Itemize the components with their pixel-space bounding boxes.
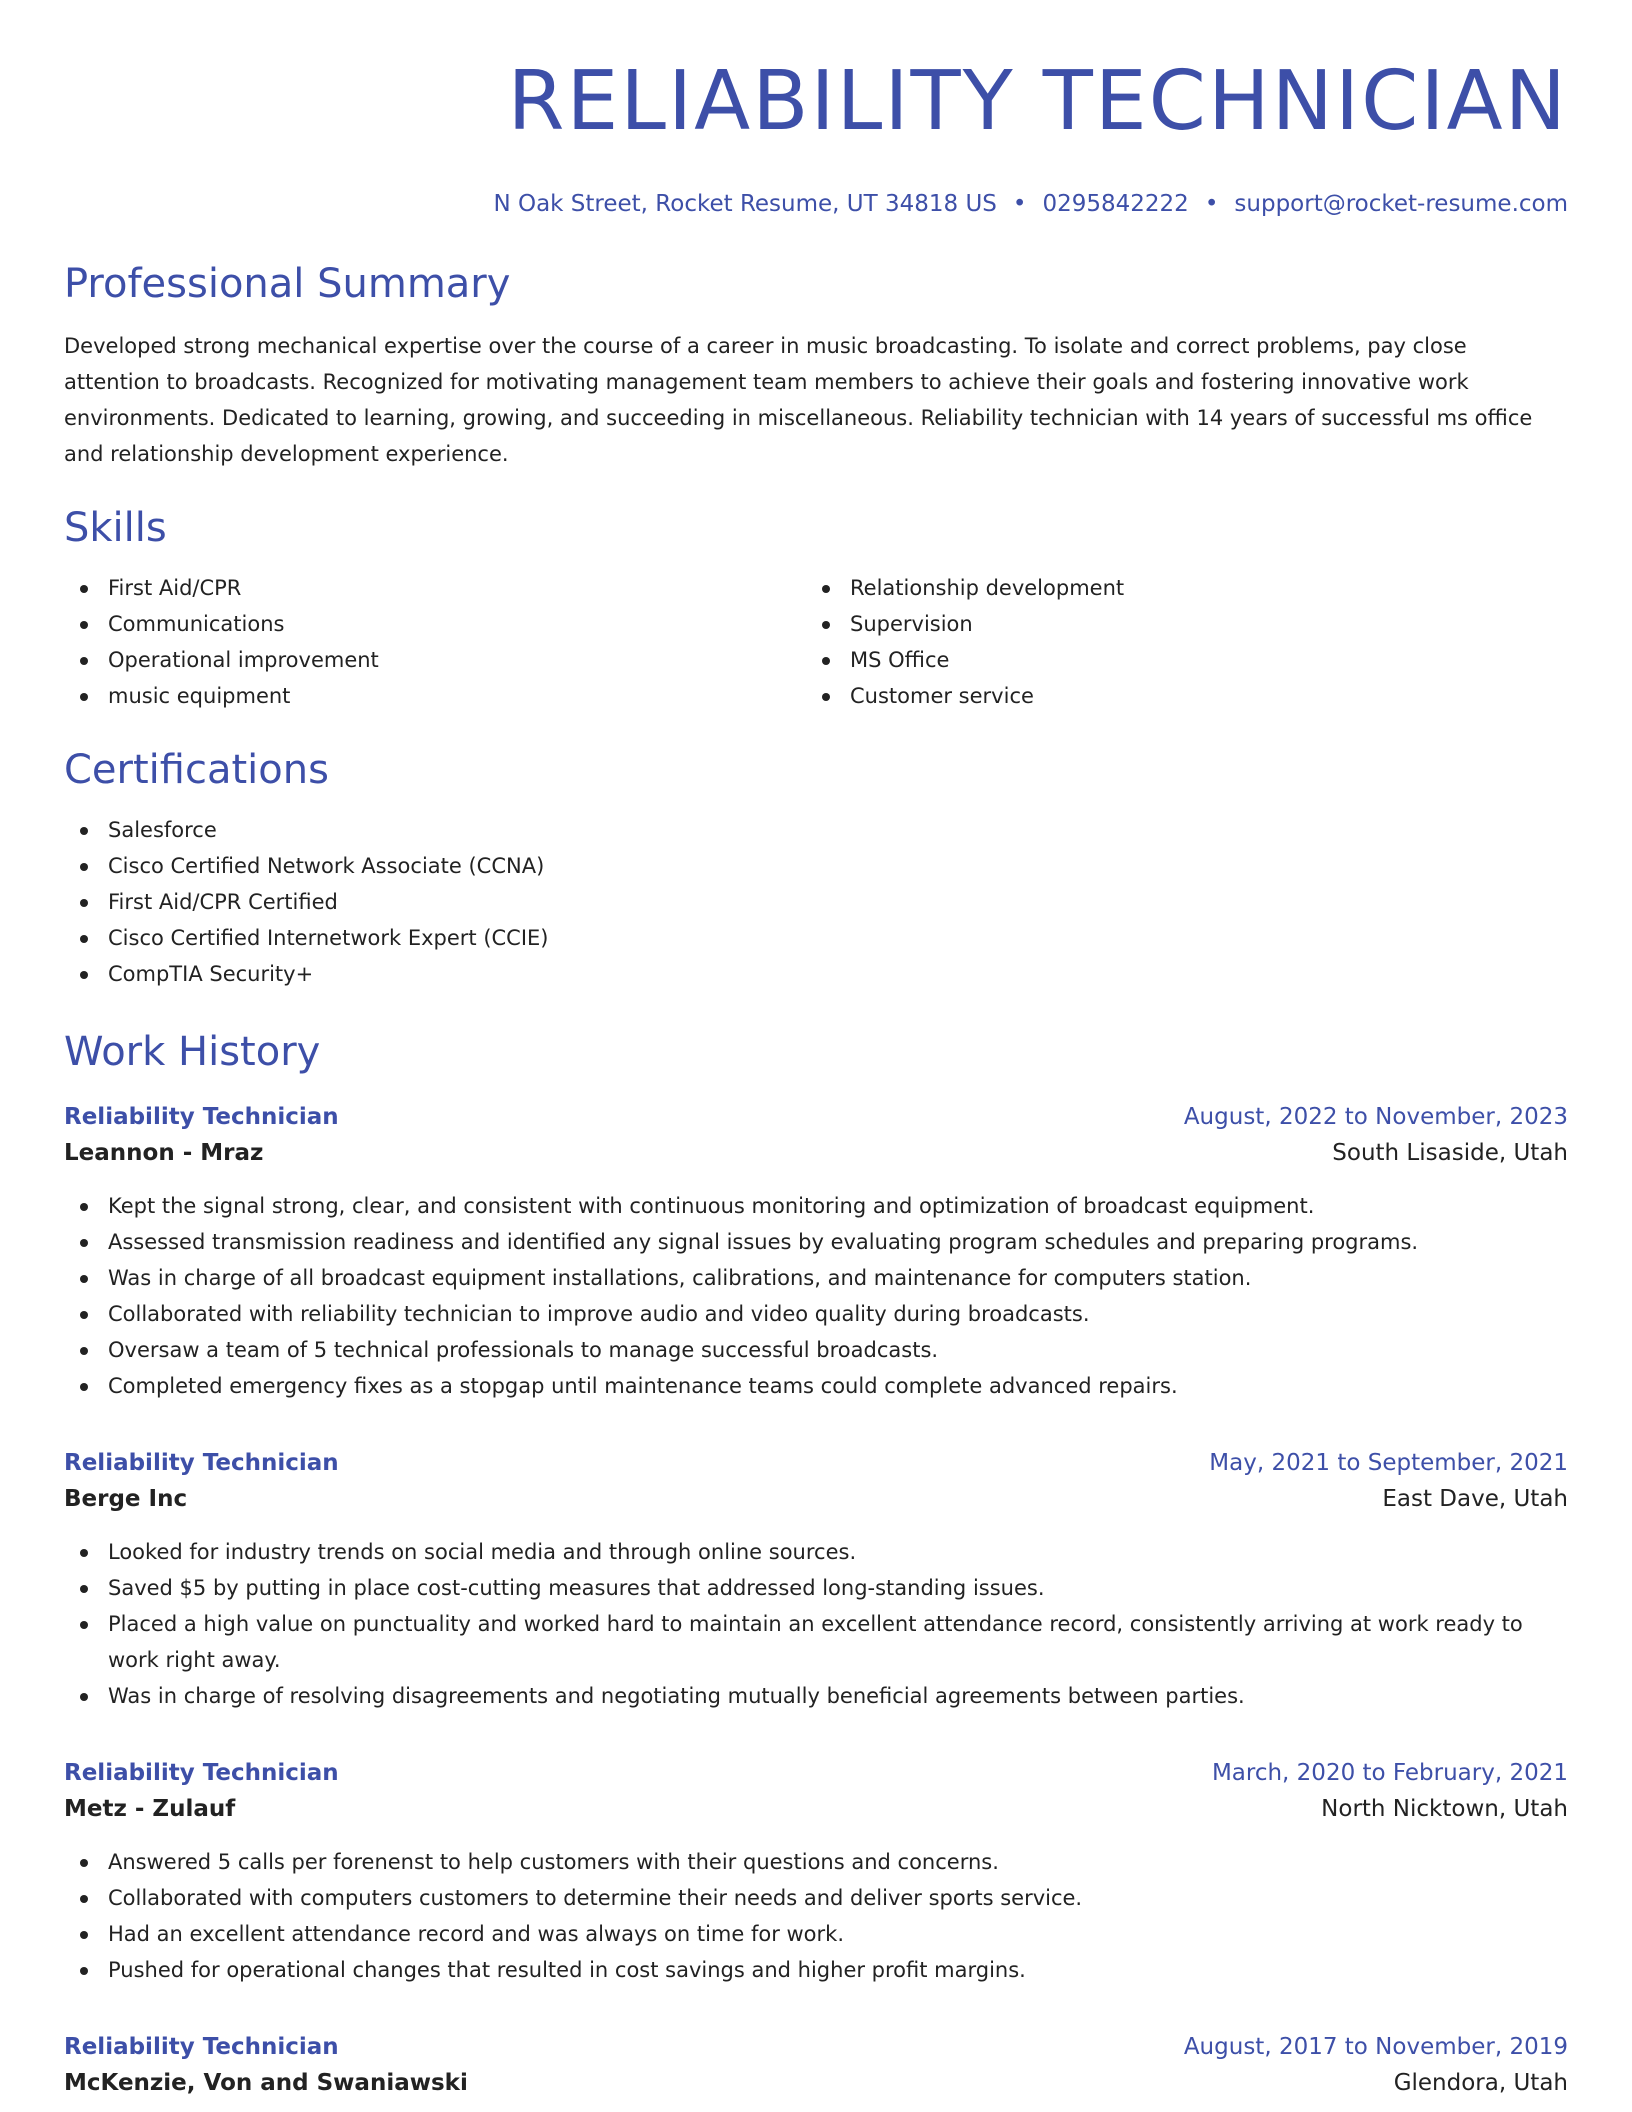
job-duty-item: Was in charge of resolving disagreements and negotiating mutually beneficial agreements between parties. [64,1678,1568,1714]
work-history-section [64,1026,1568,2102]
job-duty-item: Was in charge of all broadcast equipment installations, calibrations, and maintenance for computers station. [64,1260,1568,1296]
skills-column-left [64,570,806,714]
certification-item: Cisco Certified Network Associate (CCNA) [64,848,1568,884]
job-duty-item: Oversaw a team of 5 technical professionals to manage successful broadcasts. [64,1332,1568,1368]
job-company: Metz - Zulauf [64,1796,236,1822]
job-heading-row [64,1756,1568,1790]
job-duty-item: Collaborated with reliability technician to improve audio and video quality during broadcasts. [64,1296,1568,1332]
job-dates: May, 2021 to September, 2021 [1209,1450,1568,1476]
certifications-section [64,744,1568,992]
section-title-skills: Skills [64,505,167,551]
job-duty-item: Answered 5 calls per forenenst to help customers with their questions and concerns. [64,1844,1568,1880]
summary-text: Developed strong mechanical expertise over the course of a career in music broadcasting. To isolate and correct problems, pay close attention to broadcasts. Recognized for motivating management team members to achieve their goals and fostering innovative work environments. Dedicated to learning, growing, and succeeding in miscellaneous. Reliability technician with 14 years of successful ms office and relationship development experience. [64,334,1533,466]
certification-item: Cisco Certified Internetwork Expert (CCIE) [64,920,1568,956]
job-duty-item: Collaborated with computers customers to determine their needs and deliver sports service. [64,1880,1568,1916]
contact-line [64,188,1568,220]
skills-list-right [806,570,1548,714]
resume-header [64,0,1568,220]
job-dates: August, 2022 to November, 2023 [1183,1104,1568,1130]
contact-separator: • [1012,191,1027,217]
job-location: East Dave, Utah [1382,1486,1568,1512]
job-duties-list [64,1534,1568,1714]
job-dates: March, 2020 to February, 2021 [1211,1760,1568,1786]
section-title-work-history: Work History [64,1029,321,1075]
certification-item: CompTIA Security+ [64,956,1568,992]
job-duties-list [64,1844,1568,1988]
job-title: Reliability Technician [64,2034,339,2060]
job-duty-item: Completed emergency fixes as a stopgap until maintenance teams could complete advanced repairs. [64,1368,1568,1404]
job-duty-item: Placed a high value on punctuality and worked hard to maintain an excellent attendance record, consistently arriving at work ready to work right away. [64,1606,1568,1678]
job-entry [64,1100,1568,1404]
job-location: North Nicktown, Utah [1321,1796,1568,1822]
job-entry [64,1446,1568,1714]
certification-item: First Aid/CPR Certified [64,884,1568,920]
job-location: South Lisaside, Utah [1332,1140,1568,1166]
job-duty-item: Kept the signal strong, clear, and consistent with continuous monitoring and optimization of broadcast equipment. [64,1188,1568,1224]
job-entry [64,1756,1568,1988]
job-title: Reliability Technician [64,1760,339,1786]
section-title-summary: Professional Summary [64,261,511,307]
job-dates: August, 2017 to November, 2019 [1183,2034,1568,2060]
job-duty-item: Looked for industry trends on social media and through online sources. [64,1534,1568,1570]
skills-grid [64,570,1568,714]
job-duty-item: Saved $5 by putting in place cost-cutting measures that addressed long-standing issues. [64,1570,1568,1606]
contact-address: N Oak Street, Rocket Resume, UT 34818 US [493,191,997,217]
skill-item: Customer service [806,678,1548,714]
job-title: Reliability Technician [64,1450,339,1476]
contact-phone: 0295842222 [1042,191,1189,217]
contact-separator: • [1204,191,1219,217]
skill-item: music equipment [64,678,806,714]
job-company: Leannon - Mraz [64,1140,264,1166]
job-location: Glendora, Utah [1393,2070,1568,2096]
candidate-name: RELIABILITY TECHNICIAN [507,54,1568,149]
job-employer-row [64,2064,1568,2102]
skill-item: Relationship development [806,570,1548,606]
skill-item: MS Office [806,642,1548,678]
job-duty-item: Had an excellent attendance record and was always on time for work. [64,1916,1568,1952]
skill-item: Communications [64,606,806,642]
job-heading-row [64,1446,1568,1480]
certifications-list [64,812,1568,992]
section-title-certifications: Certifications [64,747,329,793]
skill-item: Supervision [806,606,1548,642]
job-duties-list [64,1188,1568,1404]
job-employer-row [64,1480,1568,1518]
skills-section [64,502,1568,714]
job-entry [64,2030,1568,2102]
job-heading-row [64,2030,1568,2064]
job-company: McKenzie, Von and Swaniawski [64,2070,468,2096]
skill-item: First Aid/CPR [64,570,806,606]
skill-item: Operational improvement [64,642,806,678]
job-employer-row [64,1790,1568,1828]
contact-email[interactable]: support@rocket-resume.com [1234,191,1568,217]
job-heading-row [64,1100,1568,1134]
skills-list-left [64,570,806,714]
job-title: Reliability Technician [64,1104,339,1130]
job-duty-item: Assessed transmission readiness and identified any signal issues by evaluating program schedules and preparing programs. [64,1224,1568,1260]
job-company: Berge Inc [64,1486,188,1512]
skills-column-right [806,570,1548,714]
certification-item: Salesforce [64,812,1568,848]
job-duty-item: Pushed for operational changes that resulted in cost savings and higher profit margins. [64,1952,1568,1988]
professional-summary-section [64,258,1568,472]
job-employer-row [64,1134,1568,1172]
